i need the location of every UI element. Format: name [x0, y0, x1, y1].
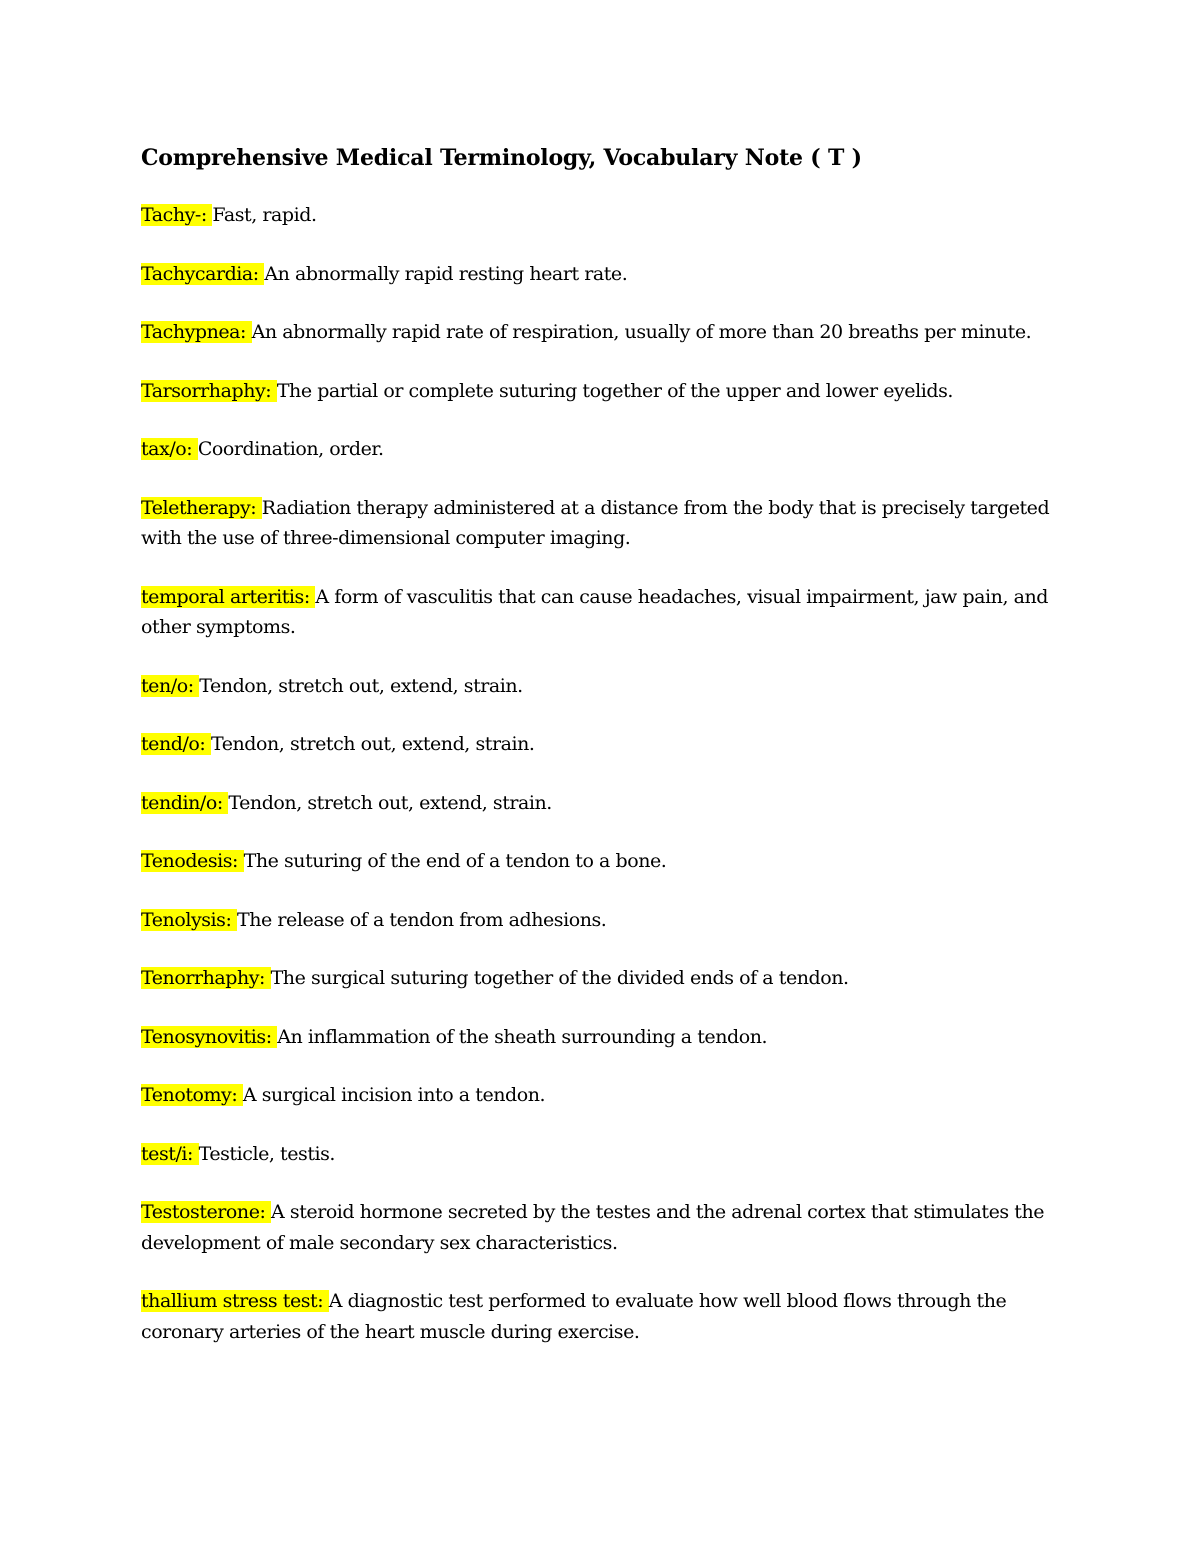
vocab-entry	[141, 963, 1051, 994]
vocab-definition: A surgical incision into a tendon.	[242, 1084, 546, 1106]
vocab-entry	[141, 317, 1051, 348]
vocab-entry	[141, 1139, 1051, 1170]
vocab-entry	[141, 788, 1051, 819]
vocab-definition: The release of a tendon from adhesions.	[237, 908, 607, 931]
vocab-definition: Tendon, stretch out, extend, strain.	[228, 791, 552, 814]
vocab-term: thallium stress test:	[141, 1290, 329, 1312]
vocab-entry	[141, 1197, 1051, 1258]
vocab-definition: The suturing of the end of a tendon to a bone.	[243, 850, 667, 872]
vocab-definition: Tendon, stretch out, extend, strain.	[210, 733, 535, 755]
vocab-term: tax/o:	[141, 438, 198, 460]
vocab-definition: An abnormally rapid rate of respiration, usually of more than 20 breaths per minute.	[251, 321, 1032, 343]
vocab-definition: The surgical suturing together of the divided ends of a tendon.	[270, 967, 849, 989]
vocab-entry	[141, 376, 1051, 407]
vocab-entry	[141, 1080, 1051, 1111]
vocab-definition: The partial or complete suturing together of the upper and lower eyelids.	[276, 379, 953, 402]
vocab-term: Tenosynovitis:	[141, 1025, 278, 1048]
vocab-entry	[141, 259, 1051, 290]
vocab-definition: Coordination, order.	[197, 438, 384, 460]
vocab-entry	[141, 582, 1051, 643]
vocab-entry	[141, 493, 1051, 554]
vocab-definition: Radiation therapy administered at a distance from the body that is precisely targeted with the use of three-dimensional computer imaging.	[141, 496, 1050, 549]
vocab-term: tend/o:	[141, 733, 211, 755]
vocab-term: Teletherapy:	[141, 496, 262, 519]
vocab-definition: A form of vasculitis that can cause headaches, visual impairment, jaw pain, and other symptoms.	[141, 585, 1049, 638]
vocab-term: ten/o:	[141, 674, 200, 697]
vocab-entry	[141, 729, 1051, 760]
vocab-term: Tenotomy:	[141, 1084, 243, 1106]
vocab-term: Tenolysis:	[141, 908, 237, 931]
vocab-entry	[141, 200, 1051, 231]
vocab-definition: A diagnostic test performed to evaluate how well blood flows through the coronary arteries of the heart muscle during exercise.	[141, 1290, 1007, 1343]
vocab-definition: An abnormally rapid resting heart rate.	[264, 262, 628, 285]
vocab-entry	[141, 905, 1051, 936]
document-page	[141, 140, 1051, 1375]
vocab-entry	[141, 846, 1051, 877]
document-title: Comprehensive Medical Terminology, Vocabulary Note ( T )	[141, 145, 862, 171]
vocab-definition: An inflammation of the sheath surrounding a tendon.	[277, 1025, 768, 1048]
vocab-definition: Fast, rapid.	[212, 204, 317, 226]
vocab-entry	[141, 1022, 1051, 1053]
vocab-definition: Testicle, testis.	[198, 1142, 336, 1165]
vocab-term: temporal arteritis:	[141, 585, 316, 608]
vocab-term: Tenodesis:	[141, 850, 244, 872]
vocab-entry	[141, 1286, 1051, 1347]
vocab-term: Tachy-:	[141, 204, 213, 226]
vocab-term: Tenorrhaphy:	[141, 967, 271, 989]
vocab-definition: A steroid hormone secreted by the testes and the adrenal cortex that stimulates the development of male secondary sex characteristics.	[141, 1201, 1045, 1254]
vocab-definition: Tendon, stretch out, extend, strain.	[199, 674, 523, 697]
vocab-term: Tachycardia:	[141, 262, 265, 285]
vocab-entry	[141, 671, 1051, 702]
vocab-term: Testosterone:	[141, 1201, 272, 1223]
vocab-term: tendin/o:	[141, 791, 229, 814]
vocab-term: Tachypnea:	[141, 321, 252, 343]
vocab-entry	[141, 434, 1051, 465]
vocab-term: Tarsorrhaphy:	[141, 379, 277, 402]
vocab-term: test/i:	[141, 1142, 199, 1165]
